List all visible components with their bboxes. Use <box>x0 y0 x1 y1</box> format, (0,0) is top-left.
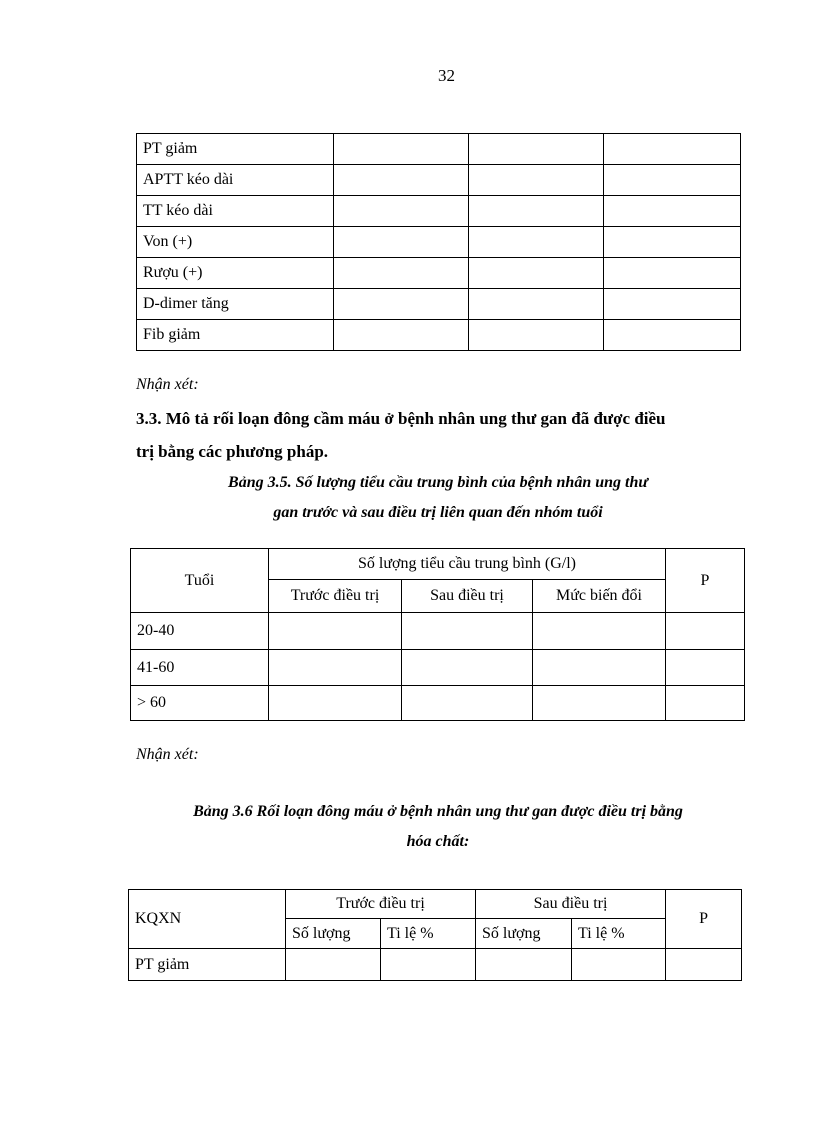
row-label: D-dimer tăng <box>137 289 334 320</box>
row-label: APTT kéo dài <box>137 165 334 196</box>
row-label: PT giảm <box>137 134 334 165</box>
table-3-6-caption-line2: hóa chất: <box>406 833 470 850</box>
table-3-5-caption-line2: gan trước và sau điều trị liên quan đến nhóm tuổi <box>273 504 603 521</box>
header-platelet-group: Số lượng tiểu cầu trung bình (G/l) <box>269 549 666 580</box>
row-label: Von (+) <box>137 227 334 258</box>
header-before: Trước điều trị <box>269 580 402 613</box>
table-row <box>137 320 741 351</box>
table-row <box>137 134 741 165</box>
row-label: Rượu (+) <box>137 258 334 289</box>
table-row <box>137 227 741 258</box>
table-3-5-caption-line1: Bảng 3.5. Số lượng tiểu cầu trung bình của bệnh nhân ung thư <box>228 474 648 491</box>
row-label: > 60 <box>131 686 269 721</box>
header-rate-before: Ti lệ % <box>381 919 476 949</box>
note-label: Nhận xét: <box>136 376 199 393</box>
header-count-after: Số lượng <box>476 919 572 949</box>
header-after: Sau điều trị <box>402 580 533 613</box>
platelet-count-table <box>130 548 745 721</box>
header-kqxn: KQXN <box>129 890 286 949</box>
header-rate-after: Ti lệ % <box>572 919 666 949</box>
header-after: Sau điều trị <box>476 890 666 919</box>
table-row <box>137 196 741 227</box>
page-number: 32 <box>438 66 455 85</box>
table-row <box>137 258 741 289</box>
section-heading-line1: 3.3. Mô tả rối loạn đông cầm máu ở bệnh nhân ung thư gan đã được điều <box>136 409 666 428</box>
row-label: Fib giảm <box>137 320 334 351</box>
table-row <box>129 949 742 981</box>
row-label: TT kéo dài <box>137 196 334 227</box>
row-label: PT giảm <box>129 949 286 981</box>
header-p: P <box>666 549 745 613</box>
table-row <box>131 686 745 721</box>
header-count-before: Số lượng <box>286 919 381 949</box>
section-heading-line2: trị bằng các phương pháp. <box>136 442 329 461</box>
row-label: 20-40 <box>131 613 269 650</box>
table-row <box>131 613 745 650</box>
note-label: Nhận xét: <box>136 746 199 763</box>
coagulation-chemo-table <box>128 889 742 981</box>
coagulation-table-continued <box>136 133 741 351</box>
table-row <box>137 165 741 196</box>
header-before: Trước điều trị <box>286 890 476 919</box>
row-label: 41-60 <box>131 650 269 686</box>
table-row <box>131 650 745 686</box>
header-change: Mức biến đổi <box>533 580 666 613</box>
header-p: P <box>666 890 742 949</box>
header-age: Tuổi <box>131 549 269 613</box>
table-row <box>137 289 741 320</box>
table-3-6-caption-line1: Bảng 3.6 Rối loạn đông máu ở bệnh nhân ung thư gan được điều trị bằng <box>193 803 683 820</box>
